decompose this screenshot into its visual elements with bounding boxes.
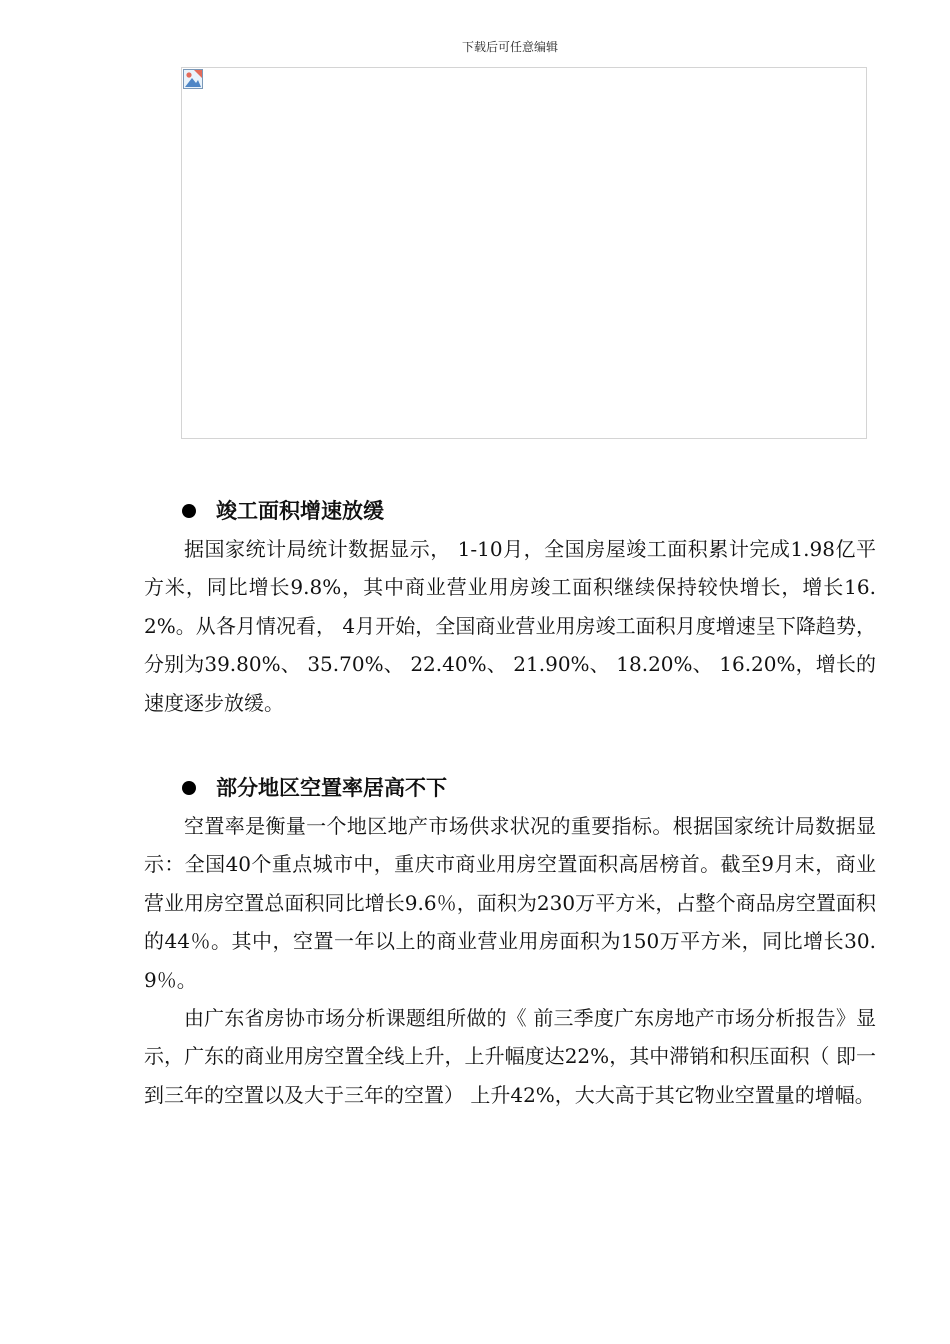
- section-heading: [144, 773, 876, 803]
- broken-image-icon: [183, 69, 203, 89]
- paragraph: 据国家统计局统计数据显示， 1-10月，全国房屋竣工面积累计完成1.98亿平方米，同比增长9.8%，其中商业营业用房竣工面积继续保持较快增长，增长16.2%。从各月情况看， 4月开始，全国商业营业用房竣工面积月度增速呈下降趋势，分别为39.80%、 35.70%、 22.40%、 21.90%、 18.20%、 16.20%，增长的速度逐步放缓。: [144, 537, 876, 715]
- paragraph: 空置率是衡量一个地区地产市场供求状况的重要指标。根据国家统计局数据显示：全国40个重点城市中，重庆市商业用房空置面积高居榜首。截至9月末，商业营业用房空置总面积同比增长9.6％，面积为230万平方米，占整个商品房空置面积的44％。其中，空置一年以上的商业营业用房面积为150万平方米，同比增长30.9％。: [144, 814, 876, 992]
- embedded-image-placeholder: [181, 67, 867, 439]
- section-heading: [144, 496, 876, 526]
- section-heading-text: 部分地区空置率居高不下: [216, 776, 447, 800]
- section-vacancy-rate: [144, 773, 876, 1114]
- header-note: 下载后可任意编辑: [461, 40, 558, 54]
- section-heading-text: 竣工面积增速放缓: [216, 499, 384, 523]
- bullet-icon: [182, 504, 196, 518]
- section-completion-slowdown: [144, 496, 876, 722]
- bullet-icon: [182, 781, 196, 795]
- paragraph: 由广东省房协市场分析课题组所做的《 前三季度广东房地产市场分析报告》显示，广东的商业用房空置全线上升，上升幅度达22%，其中滞销和积压面积（ 即一到三年的空置以及大于三年的空置） 上升42%，大大高于其它物业空置量的增幅。: [144, 1006, 876, 1107]
